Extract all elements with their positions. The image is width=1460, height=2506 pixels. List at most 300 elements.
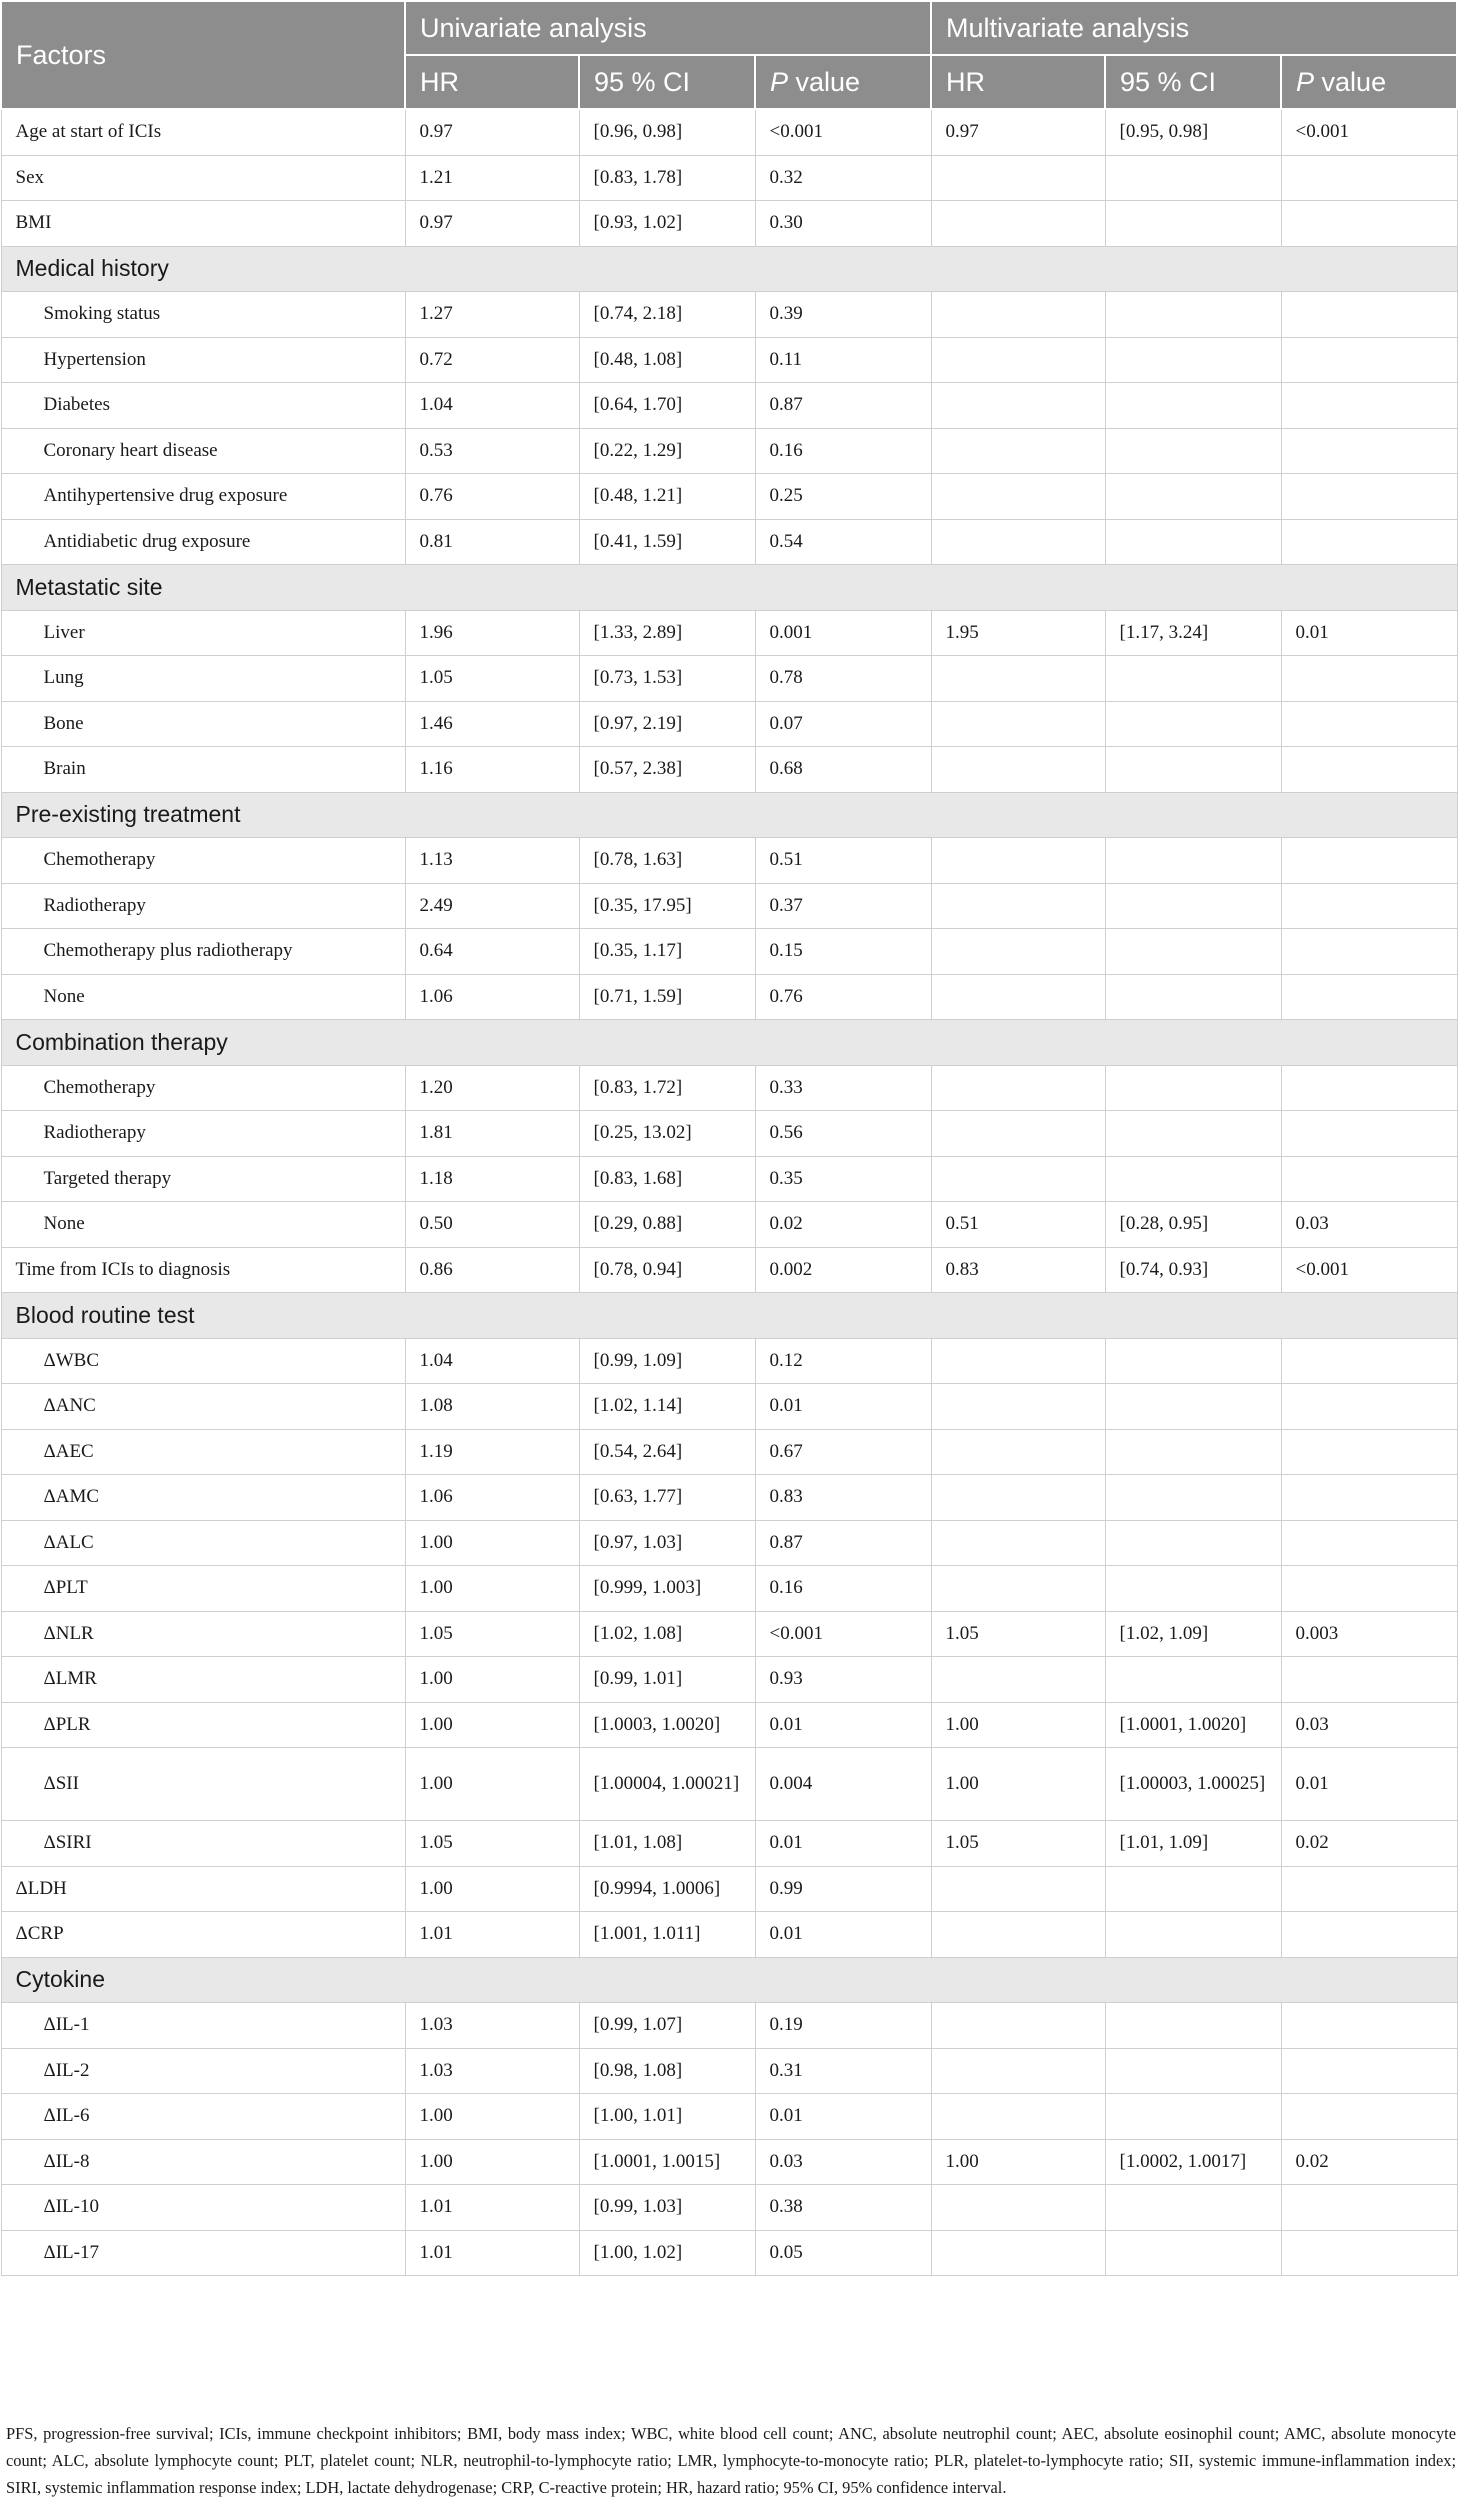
uni-ci-cell: [0.78, 1.63]: [579, 838, 755, 884]
multi-p-cell: [1281, 1566, 1457, 1612]
factor-label: Liver: [1, 610, 405, 656]
multi-ci-cell: [1105, 155, 1281, 201]
multi-p-cell: [1281, 2048, 1457, 2094]
table-row: [1, 1065, 1457, 1111]
multi-p-cell: [1281, 2185, 1457, 2231]
table-row: [1, 701, 1457, 747]
multi-p-cell: [1281, 474, 1457, 520]
multi-p-cell: 0.01: [1281, 1748, 1457, 1821]
uni-ci-cell: [0.78, 0.94]: [579, 1247, 755, 1293]
uni-hr-cell: 0.97: [405, 109, 579, 155]
factor-label: ΔIL-2: [1, 2048, 405, 2094]
multi-ci-cell: [1105, 1520, 1281, 1566]
uni-hr-cell: 1.00: [405, 2139, 579, 2185]
multi-hr-cell: [931, 656, 1105, 702]
multi-ci-cell: [1105, 883, 1281, 929]
multi-hr-cell: [931, 1156, 1105, 1202]
uni-p-cell: 0.01: [755, 1912, 931, 1958]
uni-ci-cell: [0.97, 1.03]: [579, 1520, 755, 1566]
multi-hr-cell: [931, 383, 1105, 429]
multi-p-cell: 0.01: [1281, 610, 1457, 656]
table-row: [1, 929, 1457, 975]
uni-hr-cell: 1.04: [405, 383, 579, 429]
uni-p-cell: 0.38: [755, 2185, 931, 2231]
multi-p-cell: 0.003: [1281, 1611, 1457, 1657]
multi-ci-cell: [1.00003, 1.00025]: [1105, 1748, 1281, 1821]
multi-hr-cell: [931, 2185, 1105, 2231]
factor-label: Sex: [1, 155, 405, 201]
factor-label: BMI: [1, 201, 405, 247]
multi-ci-cell: [1105, 519, 1281, 565]
uni-hr-cell: 1.19: [405, 1429, 579, 1475]
multi-p-cell: [1281, 747, 1457, 793]
uni-ci-cell: [0.93, 1.02]: [579, 201, 755, 247]
uni-hr-cell: 1.05: [405, 656, 579, 702]
table-body: [1, 109, 1457, 2276]
factor-label: ΔALC: [1, 1520, 405, 1566]
multi-p-cell: [1281, 1866, 1457, 1912]
multi-ci-header: 95 % CI: [1105, 55, 1281, 109]
uni-p-cell: 0.19: [755, 2003, 931, 2049]
uni-hr-cell: 1.18: [405, 1156, 579, 1202]
uni-p-cell: 0.78: [755, 656, 931, 702]
uni-p-header: [755, 55, 931, 109]
factor-label: Hypertension: [1, 337, 405, 383]
factor-label: ΔCRP: [1, 1912, 405, 1958]
table-row: [1, 1384, 1457, 1430]
uni-ci-cell: [0.9994, 1.0006]: [579, 1866, 755, 1912]
uni-hr-cell: 1.05: [405, 1821, 579, 1867]
multi-hr-cell: [931, 1065, 1105, 1111]
table-row: [1, 337, 1457, 383]
factor-label: Diabetes: [1, 383, 405, 429]
multi-ci-cell: [1105, 1912, 1281, 1958]
uni-ci-cell: [0.99, 1.01]: [579, 1657, 755, 1703]
multi-p-cell: [1281, 1111, 1457, 1157]
factor-label: ΔPLT: [1, 1566, 405, 1612]
table-row: [1, 1912, 1457, 1958]
multi-p-cell: 0.02: [1281, 2139, 1457, 2185]
table-row: [1, 155, 1457, 201]
uni-p-cell: 0.25: [755, 474, 931, 520]
uni-p-cell: 0.32: [755, 155, 931, 201]
factor-label: Antihypertensive drug exposure: [1, 474, 405, 520]
uni-ci-cell: [0.73, 1.53]: [579, 656, 755, 702]
table-row: [1, 974, 1457, 1020]
uni-p-cell: 0.15: [755, 929, 931, 975]
uni-ci-cell: [1.0001, 1.0015]: [579, 2139, 755, 2185]
factor-label: ΔIL-17: [1, 2230, 405, 2276]
table-row: [1, 610, 1457, 656]
uni-p-cell: 0.01: [755, 1821, 931, 1867]
multi-hr-cell: [931, 883, 1105, 929]
uni-p-cell: 0.68: [755, 747, 931, 793]
multi-p-cell: [1281, 1065, 1457, 1111]
uni-p-cell: 0.01: [755, 1702, 931, 1748]
uni-hr-header: HR: [405, 55, 579, 109]
multi-ci-cell: [1105, 656, 1281, 702]
section-label: Cytokine: [1, 1957, 1457, 2003]
multi-ci-cell: [1105, 2230, 1281, 2276]
table-row: [1, 2003, 1457, 2049]
multi-hr-cell: [931, 1338, 1105, 1384]
factor-label: ΔIL-1: [1, 2003, 405, 2049]
multi-p-cell: [1281, 2230, 1457, 2276]
uni-p-cell: 0.12: [755, 1338, 931, 1384]
multi-hr-cell: [931, 1657, 1105, 1703]
multi-p-cell: [1281, 1912, 1457, 1958]
uni-hr-cell: 0.97: [405, 201, 579, 247]
multi-hr-cell: [931, 155, 1105, 201]
table-row: [1, 1866, 1457, 1912]
table-row: [1, 1156, 1457, 1202]
multi-ci-cell: [1.0002, 1.0017]: [1105, 2139, 1281, 2185]
uni-ci-cell: [0.22, 1.29]: [579, 428, 755, 474]
uni-ci-cell: [0.57, 2.38]: [579, 747, 755, 793]
multi-ci-cell: [0.74, 0.93]: [1105, 1247, 1281, 1293]
uni-hr-cell: 1.00: [405, 1566, 579, 1612]
multi-hr-cell: 0.83: [931, 1247, 1105, 1293]
multi-hr-cell: [931, 1866, 1105, 1912]
multi-ci-cell: [1105, 1065, 1281, 1111]
multi-p-cell: [1281, 292, 1457, 338]
multi-ci-cell: [1.01, 1.09]: [1105, 1821, 1281, 1867]
multi-ci-cell: [1105, 337, 1281, 383]
uni-hr-cell: 0.76: [405, 474, 579, 520]
uni-ci-cell: [0.63, 1.77]: [579, 1475, 755, 1521]
table-row: [1, 1748, 1457, 1821]
uni-ci-cell: [0.29, 0.88]: [579, 1202, 755, 1248]
univariate-header: Univariate analysis: [405, 1, 931, 55]
uni-hr-cell: 0.72: [405, 337, 579, 383]
uni-p-cell: 0.004: [755, 1748, 931, 1821]
multi-hr-cell: [931, 337, 1105, 383]
multi-ci-cell: [1105, 1156, 1281, 1202]
uni-p-cell: 0.30: [755, 201, 931, 247]
multi-hr-cell: [931, 1111, 1105, 1157]
uni-ci-cell: [1.33, 2.89]: [579, 610, 755, 656]
section-label: Metastatic site: [1, 565, 1457, 611]
section-row: [1, 1020, 1457, 1066]
multi-hr-cell: [931, 974, 1105, 1020]
multi-ci-cell: [1105, 747, 1281, 793]
uni-p-cell: 0.35: [755, 1156, 931, 1202]
uni-p-cell: 0.33: [755, 1065, 931, 1111]
multi-ci-cell: [1105, 1429, 1281, 1475]
uni-hr-cell: 1.06: [405, 974, 579, 1020]
uni-ci-cell: [0.97, 2.19]: [579, 701, 755, 747]
table-row: [1, 838, 1457, 884]
factor-label: ΔNLR: [1, 1611, 405, 1657]
factor-label: ΔPLR: [1, 1702, 405, 1748]
table-row: [1, 1611, 1457, 1657]
uni-p-cell: 0.67: [755, 1429, 931, 1475]
uni-hr-cell: 1.81: [405, 1111, 579, 1157]
multi-p-cell: [1281, 1156, 1457, 1202]
uni-p-cell: 0.37: [755, 883, 931, 929]
factor-label: Coronary heart disease: [1, 428, 405, 474]
uni-ci-cell: [0.48, 1.21]: [579, 474, 755, 520]
section-label: Pre-existing treatment: [1, 792, 1457, 838]
multi-p-cell: [1281, 337, 1457, 383]
section-row: [1, 246, 1457, 292]
multi-p-cell: [1281, 428, 1457, 474]
multi-hr-cell: 1.00: [931, 1702, 1105, 1748]
uni-p-cell: 0.83: [755, 1475, 931, 1521]
uni-ci-cell: [1.00, 1.01]: [579, 2094, 755, 2140]
multi-hr-cell: [931, 1912, 1105, 1958]
uni-p-cell: 0.54: [755, 519, 931, 565]
multi-hr-cell: [931, 2048, 1105, 2094]
section-label: Combination therapy: [1, 1020, 1457, 1066]
table-row: [1, 2094, 1457, 2140]
factor-label: Lung: [1, 656, 405, 702]
multi-p-italic: P: [1296, 66, 1315, 97]
multi-ci-cell: [1105, 929, 1281, 975]
section-label: Blood routine test: [1, 1293, 1457, 1339]
multi-ci-cell: [1105, 2094, 1281, 2140]
uni-ci-cell: [1.0003, 1.0020]: [579, 1702, 755, 1748]
factor-label: Brain: [1, 747, 405, 793]
factor-label: Age at start of ICIs: [1, 109, 405, 155]
factor-label: ΔIL-10: [1, 2185, 405, 2231]
multi-ci-cell: [1105, 383, 1281, 429]
table-row: [1, 2139, 1457, 2185]
table-row: [1, 1657, 1457, 1703]
multi-hr-cell: 1.00: [931, 1748, 1105, 1821]
uni-ci-cell: [0.999, 1.003]: [579, 1566, 755, 1612]
multi-p-cell: [1281, 2003, 1457, 2049]
uni-p-suffix: value: [788, 66, 861, 97]
factor-label: ΔSIRI: [1, 1821, 405, 1867]
uni-hr-cell: 1.96: [405, 610, 579, 656]
multi-hr-cell: [931, 2230, 1105, 2276]
uni-hr-cell: 1.00: [405, 1657, 579, 1703]
multi-p-cell: [1281, 155, 1457, 201]
uni-p-cell: 0.07: [755, 701, 931, 747]
uni-ci-cell: [1.00, 1.02]: [579, 2230, 755, 2276]
table-row: [1, 1338, 1457, 1384]
multi-hr-cell: [931, 747, 1105, 793]
uni-ci-cell: [0.74, 2.18]: [579, 292, 755, 338]
uni-ci-cell: [1.00004, 1.00021]: [579, 1748, 755, 1821]
factor-label: ΔLMR: [1, 1657, 405, 1703]
uni-ci-cell: [0.98, 1.08]: [579, 2048, 755, 2094]
multi-ci-cell: [1105, 292, 1281, 338]
multi-hr-cell: [931, 1384, 1105, 1430]
uni-ci-cell: [0.99, 1.03]: [579, 2185, 755, 2231]
factor-label: ΔWBC: [1, 1338, 405, 1384]
section-row: [1, 565, 1457, 611]
multi-ci-cell: [1105, 201, 1281, 247]
uni-p-cell: 0.001: [755, 610, 931, 656]
multi-p-cell: [1281, 1475, 1457, 1521]
table-row: [1, 1111, 1457, 1157]
uni-hr-cell: 1.05: [405, 1611, 579, 1657]
multi-hr-cell: 1.95: [931, 610, 1105, 656]
uni-p-cell: 0.76: [755, 974, 931, 1020]
multi-p-cell: <0.001: [1281, 109, 1457, 155]
uni-ci-cell: [0.35, 1.17]: [579, 929, 755, 975]
uni-hr-cell: 1.01: [405, 2230, 579, 2276]
uni-p-cell: <0.001: [755, 109, 931, 155]
multi-ci-cell: [1.02, 1.09]: [1105, 1611, 1281, 1657]
uni-hr-cell: 1.03: [405, 2048, 579, 2094]
multi-ci-cell: [1.0001, 1.0020]: [1105, 1702, 1281, 1748]
uni-ci-cell: [0.83, 1.72]: [579, 1065, 755, 1111]
table-row: [1, 1429, 1457, 1475]
table-row: [1, 1247, 1457, 1293]
uni-hr-cell: 1.16: [405, 747, 579, 793]
multi-p-cell: [1281, 656, 1457, 702]
uni-p-cell: 0.03: [755, 2139, 931, 2185]
multi-hr-cell: [931, 519, 1105, 565]
table-row: [1, 1202, 1457, 1248]
multi-hr-cell: [931, 1520, 1105, 1566]
uni-ci-cell: [0.71, 1.59]: [579, 974, 755, 1020]
uni-hr-cell: 0.53: [405, 428, 579, 474]
multivariate-header: Multivariate analysis: [931, 1, 1457, 55]
multi-ci-cell: [1105, 1866, 1281, 1912]
table-row: [1, 747, 1457, 793]
uni-p-cell: 0.11: [755, 337, 931, 383]
uni-hr-cell: 1.00: [405, 1748, 579, 1821]
uni-hr-cell: 0.81: [405, 519, 579, 565]
table-row: [1, 2048, 1457, 2094]
uni-ci-cell: [0.41, 1.59]: [579, 519, 755, 565]
factor-label: None: [1, 974, 405, 1020]
multi-p-cell: [1281, 383, 1457, 429]
factor-label: ΔSII: [1, 1748, 405, 1821]
uni-ci-cell: [0.54, 2.64]: [579, 1429, 755, 1475]
uni-ci-cell: [1.001, 1.011]: [579, 1912, 755, 1958]
table-row: [1, 474, 1457, 520]
multi-p-cell: [1281, 1520, 1457, 1566]
uni-ci-cell: [1.01, 1.08]: [579, 1821, 755, 1867]
factor-label: Time from ICIs to diagnosis: [1, 1247, 405, 1293]
uni-hr-cell: 1.20: [405, 1065, 579, 1111]
section-row: [1, 792, 1457, 838]
table-row: [1, 2230, 1457, 2276]
multi-ci-cell: [1105, 1111, 1281, 1157]
multi-hr-cell: [931, 1566, 1105, 1612]
multi-ci-cell: [1105, 2003, 1281, 2049]
factor-label: ΔLDH: [1, 1866, 405, 1912]
multi-ci-cell: [1105, 701, 1281, 747]
uni-ci-cell: [1.02, 1.08]: [579, 1611, 755, 1657]
table-row: [1, 1566, 1457, 1612]
multi-p-cell: [1281, 2094, 1457, 2140]
multi-hr-cell: 0.97: [931, 109, 1105, 155]
section-row: [1, 1293, 1457, 1339]
factor-label: Smoking status: [1, 292, 405, 338]
uni-p-cell: <0.001: [755, 1611, 931, 1657]
multi-hr-cell: 0.51: [931, 1202, 1105, 1248]
factor-label: Antidiabetic drug exposure: [1, 519, 405, 565]
table-footnote: PFS, progression-free survival; ICIs, immune checkpoint inhibitors; BMI, body mass index; WBC, white blood cell count; ANC, absolute neutrophil count; AEC, absolute eosinophil count; AMC, absolute monocyte count; ALC, absolute lymphocyte count; PLT, platelet count; NLR, neutrophil-to-lymphocyte ratio; LMR, lymphocyte-to-monocyte ratio; PLR, platelet-to-lymphocyte ratio; SII, systemic immune-inflammation index; SIRI, systemic inflammation response index; LDH, lactate dehydrogenase; CRP, C-reactive protein; HR, hazard ratio; 95% CI, 95% confidence interval.: [6, 2424, 1456, 2497]
table-row: [1, 883, 1457, 929]
uni-ci-cell: [0.83, 1.78]: [579, 155, 755, 201]
multi-p-cell: 0.03: [1281, 1702, 1457, 1748]
uni-ci-cell: [1.02, 1.14]: [579, 1384, 755, 1430]
multi-ci-cell: [1105, 838, 1281, 884]
factor-label: None: [1, 1202, 405, 1248]
table-row: [1, 292, 1457, 338]
multi-hr-cell: 1.05: [931, 1821, 1105, 1867]
multi-hr-cell: [931, 201, 1105, 247]
table-row: [1, 201, 1457, 247]
factor-label: ΔAEC: [1, 1429, 405, 1475]
uni-p-cell: 0.01: [755, 1384, 931, 1430]
uni-ci-cell: [0.25, 13.02]: [579, 1111, 755, 1157]
multi-p-cell: [1281, 519, 1457, 565]
multi-p-cell: <0.001: [1281, 1247, 1457, 1293]
uni-p-cell: 0.002: [755, 1247, 931, 1293]
factor-label: Chemotherapy plus radiotherapy: [1, 929, 405, 975]
table-row: [1, 519, 1457, 565]
multi-ci-cell: [1105, 974, 1281, 1020]
factor-label: Chemotherapy: [1, 838, 405, 884]
uni-hr-cell: 2.49: [405, 883, 579, 929]
multi-p-suffix: value: [1314, 66, 1387, 97]
uni-ci-cell: [0.64, 1.70]: [579, 383, 755, 429]
table-row: [1, 109, 1457, 155]
multi-p-cell: [1281, 201, 1457, 247]
uni-p-cell: 0.51: [755, 838, 931, 884]
multi-hr-cell: [931, 838, 1105, 884]
uni-p-cell: 0.87: [755, 1520, 931, 1566]
section-row: [1, 1957, 1457, 2003]
uni-p-cell: 0.56: [755, 1111, 931, 1157]
uni-ci-cell: [0.48, 1.08]: [579, 337, 755, 383]
multi-hr-cell: [931, 929, 1105, 975]
uni-ci-cell: [0.35, 17.95]: [579, 883, 755, 929]
multi-ci-cell: [1105, 2185, 1281, 2231]
multi-hr-cell: [931, 701, 1105, 747]
multi-hr-cell: [931, 428, 1105, 474]
multi-p-cell: 0.02: [1281, 1821, 1457, 1867]
table-row: [1, 1520, 1457, 1566]
uni-hr-cell: 1.06: [405, 1475, 579, 1521]
multi-ci-cell: [1105, 1475, 1281, 1521]
multi-hr-cell: [931, 2003, 1105, 2049]
multi-p-cell: 0.03: [1281, 1202, 1457, 1248]
table-row: [1, 428, 1457, 474]
factor-label: ΔIL-6: [1, 2094, 405, 2140]
uni-hr-cell: 1.00: [405, 2094, 579, 2140]
uni-p-italic: P: [770, 66, 789, 97]
multi-hr-cell: 1.05: [931, 1611, 1105, 1657]
uni-hr-cell: 1.00: [405, 1702, 579, 1748]
uni-hr-cell: 1.00: [405, 1866, 579, 1912]
uni-p-cell: 0.16: [755, 428, 931, 474]
factor-label: Chemotherapy: [1, 1065, 405, 1111]
table-row: [1, 2185, 1457, 2231]
factor-label: Bone: [1, 701, 405, 747]
table-row: [1, 656, 1457, 702]
multi-p-header: [1281, 55, 1457, 109]
uni-hr-cell: 1.21: [405, 155, 579, 201]
multi-ci-cell: [0.28, 0.95]: [1105, 1202, 1281, 1248]
uni-p-cell: 0.87: [755, 383, 931, 429]
table-row: [1, 1821, 1457, 1867]
multi-ci-cell: [1105, 1657, 1281, 1703]
uni-ci-cell: [0.96, 0.98]: [579, 109, 755, 155]
uni-ci-cell: [0.99, 1.07]: [579, 2003, 755, 2049]
section-label: Medical history: [1, 246, 1457, 292]
multi-p-cell: [1281, 838, 1457, 884]
uni-ci-header: 95 % CI: [579, 55, 755, 109]
